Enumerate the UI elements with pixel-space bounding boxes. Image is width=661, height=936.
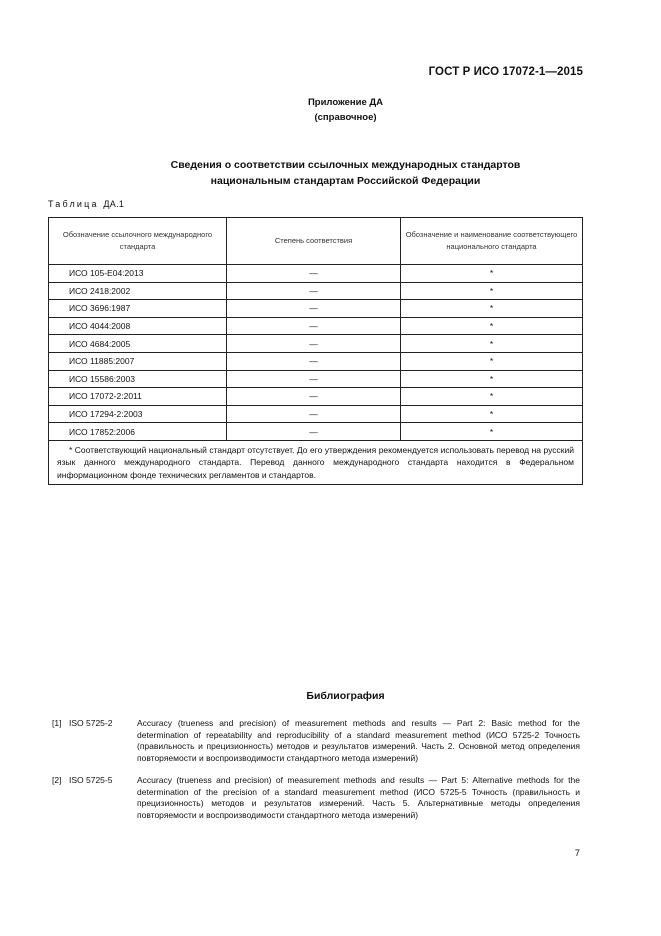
appendix-heading (0, 95, 661, 125)
bibliography-item-code: ISO 5725-2 (69, 718, 113, 728)
table-header-row (49, 218, 583, 265)
cell-reference: ИСО 2418:2002 (49, 282, 227, 300)
bibliography-item-number: [2] (52, 775, 62, 785)
appendix-subtitle: (справочное) (314, 112, 377, 123)
table-caption (48, 199, 124, 209)
page-number: 7 (574, 848, 580, 859)
appendix-title: Приложение ДА (307, 97, 384, 108)
cell-reference: ИСО 4044:2008 (49, 317, 227, 335)
cell-national: * (401, 282, 583, 300)
header-reference-standard: Обозначение ссылочного международного стандарта (49, 218, 227, 265)
table-row (49, 370, 583, 388)
table-row (49, 335, 583, 353)
cell-degree: — (227, 405, 401, 423)
cell-national: * (401, 265, 583, 283)
cell-degree: — (227, 300, 401, 318)
document-standard-code: ГОСТ Р ИСО 17072-1—2015 (428, 66, 583, 78)
bibliography-item-text: Accuracy (trueness and precision) of measurement methods and results — Part 2: Basic method for the determination of repeatability and reproducibility of a standard measurement method (ИСО 5725-2 Точность (правильность и прецизионность) методов и результатов измерений. Часть 2. Основной метод определения повторяемости и воспроизводимости стандартного метода измерений) (137, 718, 580, 763)
cell-reference: ИСО 4684:2005 (49, 335, 227, 353)
section-title-line-1: Сведения о соответствии ссылочных международных стандартов (170, 159, 521, 171)
cell-degree: — (227, 335, 401, 353)
cell-reference: ИСО 17852:2006 (49, 423, 227, 441)
cell-degree: — (227, 423, 401, 441)
cell-degree: — (227, 370, 401, 388)
section-title-line-2: национальным стандартам Российской Федерации (210, 175, 481, 187)
cell-reference: ИСО 17294-2:2003 (49, 405, 227, 423)
table-row (49, 352, 583, 370)
bibliography-item (52, 775, 580, 821)
bibliography-title-text: Библиография (306, 690, 385, 702)
cell-degree: — (227, 265, 401, 283)
bibliography-item-text: Accuracy (trueness and precision) of measurement methods and results — Part 5: Alternative methods for the determination of the precision of a standard measurement method (ИСО 5725-5 Точность (правильность и прецизионность) методов и результатов измерений. Часть 5. Альтернативные методы определения повторяемости и воспроизводимости стандартного метода измерений) (137, 775, 580, 820)
cell-national: * (401, 300, 583, 318)
cell-reference: ИСО 15586:2003 (49, 370, 227, 388)
table-footnote-row (49, 440, 583, 485)
table-footnote (49, 440, 583, 485)
cell-reference: ИСО 105-Е04:2013 (49, 265, 227, 283)
table-row (49, 388, 583, 406)
table-row (49, 300, 583, 318)
standards-correspondence-table (48, 217, 583, 485)
bibliography-item-code: ISO 5725-5 (69, 775, 113, 785)
table-row (49, 423, 583, 441)
cell-national: * (401, 423, 583, 441)
table-row (49, 317, 583, 335)
table-footnote-text: * Соответствующий национальный стандарт отсутствует. До его утверждения рекомендуется использовать перевод на русский язык данного международного стандарта. Перевод данного международного стандарта находится в Федеральном информационном фонде технических регламентов и стандартов. (57, 444, 574, 480)
table-caption-number: ДА.1 (103, 199, 125, 209)
cell-national: * (401, 405, 583, 423)
bibliography-title (0, 690, 661, 702)
cell-reference: ИСО 17072-2:2011 (49, 388, 227, 406)
cell-reference: ИСО 3696:1987 (49, 300, 227, 318)
cell-national: * (401, 352, 583, 370)
cell-degree: — (227, 388, 401, 406)
header-degree-of-correspondence: Степень соответствия (227, 218, 401, 265)
header-national-standard: Обозначение и наименование соответствующего национального стандарта (401, 218, 583, 265)
table-row (49, 282, 583, 300)
bibliography-item (52, 718, 580, 764)
cell-degree: — (227, 282, 401, 300)
table-caption-label: Таблица (48, 199, 99, 209)
cell-national: * (401, 335, 583, 353)
cell-national: * (401, 388, 583, 406)
cell-degree: — (227, 352, 401, 370)
section-title (0, 157, 661, 189)
cell-national: * (401, 317, 583, 335)
cell-degree: — (227, 317, 401, 335)
cell-national: * (401, 370, 583, 388)
table-row (49, 405, 583, 423)
cell-reference: ИСО 11885:2007 (49, 352, 227, 370)
bibliography-item-number: [1] (52, 718, 62, 728)
table-row (49, 265, 583, 283)
